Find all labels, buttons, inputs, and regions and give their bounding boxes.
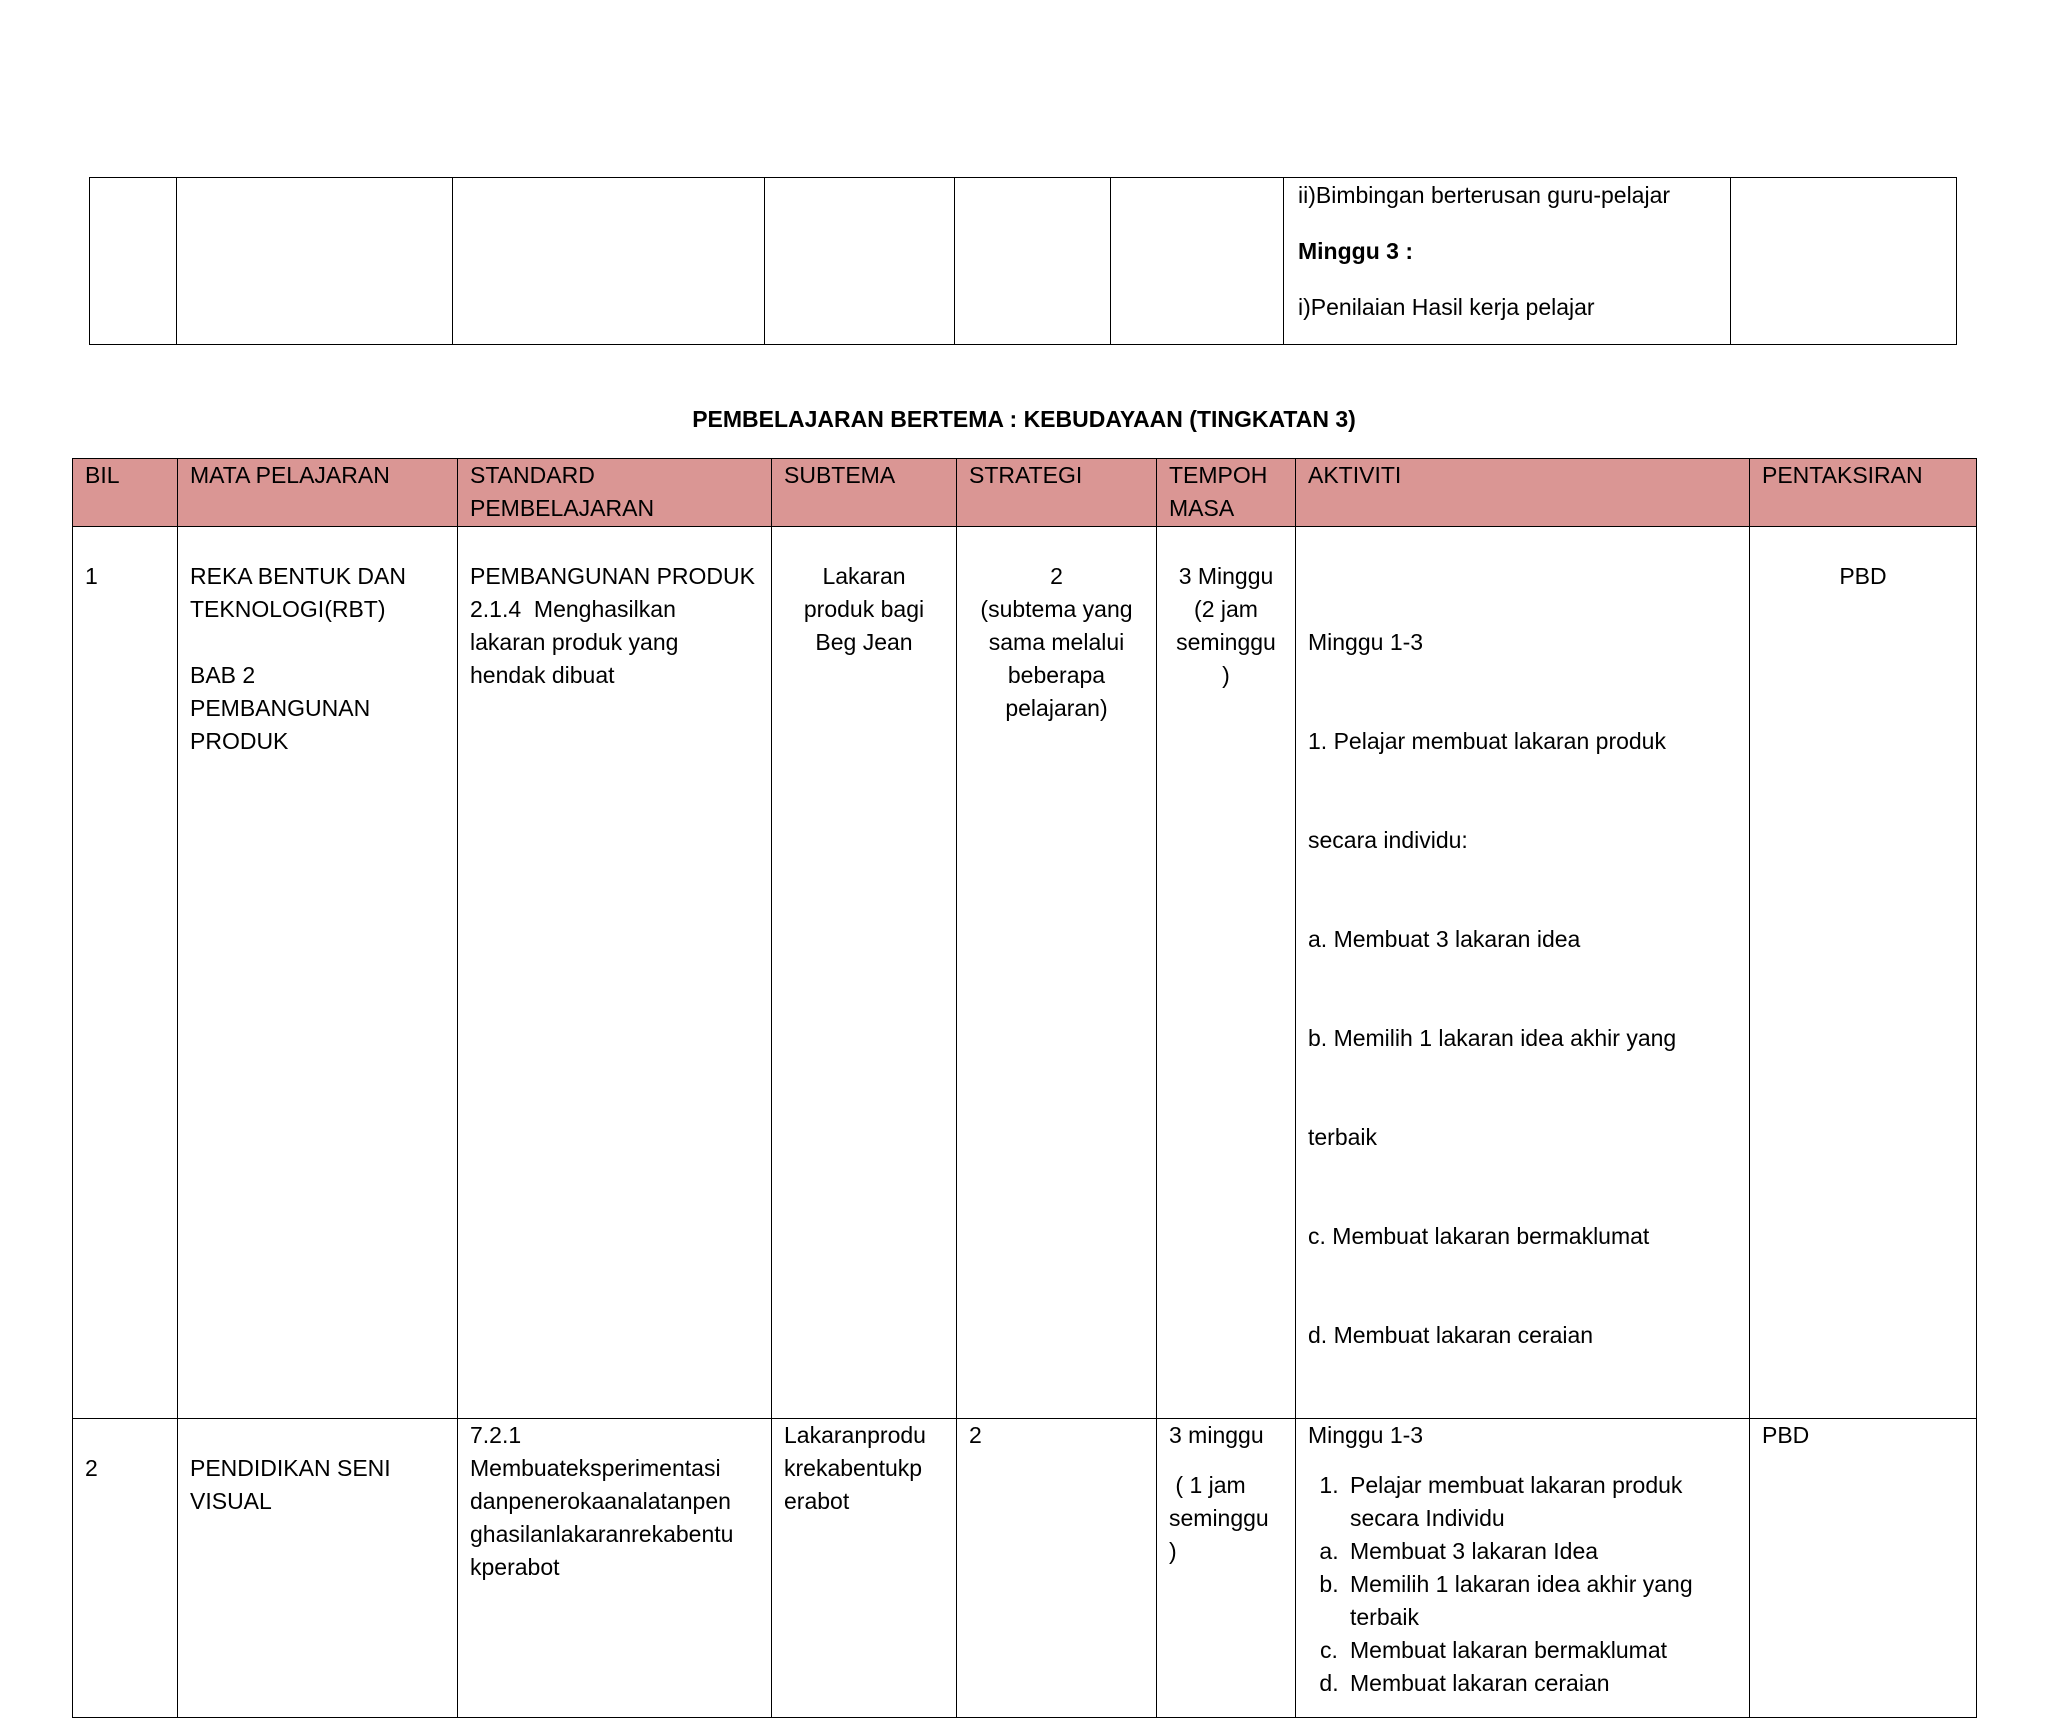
list-item-text: secara Individu	[1350, 1505, 1505, 1531]
subtema-line: produk bagi	[803, 596, 925, 622]
continuation-row	[90, 178, 1957, 345]
list-item	[1308, 1634, 1737, 1667]
cell-tempoh	[1157, 527, 1296, 1419]
list-item	[1308, 1667, 1737, 1700]
standard-line: 7.2.1	[470, 1422, 522, 1448]
header-aktiviti	[1296, 459, 1750, 527]
header-label: PEMBELAJARAN	[470, 495, 655, 521]
tempoh-line: )	[1169, 1538, 1177, 1564]
header-label: STANDARD	[470, 462, 595, 488]
list-item	[1308, 1568, 1737, 1634]
cell-empty	[765, 178, 955, 345]
tempoh-line: seminggu	[1176, 629, 1276, 655]
subtema-line: Beg Jean	[815, 629, 913, 655]
tempoh-line: seminggu	[1169, 1505, 1269, 1531]
cell-empty	[955, 178, 1111, 345]
tempoh-line: 3 minggu	[1169, 1422, 1264, 1448]
header-mata-pelajaran	[178, 459, 458, 527]
cell-pentaksiran	[1750, 1419, 1977, 1718]
header-bil	[73, 459, 178, 527]
tempoh-line: )	[1222, 662, 1230, 688]
cell-empty	[177, 178, 453, 345]
activity-week-heading: Minggu 3 :	[1298, 238, 1413, 264]
cell-standard	[458, 1419, 772, 1718]
header-label: MASA	[1169, 495, 1235, 521]
list-marker: 1.	[1319, 1472, 1339, 1498]
cell-empty	[1111, 178, 1284, 345]
aktiviti-line: Minggu 1-3	[1308, 629, 1424, 655]
table-row	[73, 527, 1977, 1419]
cell-empty	[1731, 178, 1957, 345]
activity-line: ii)Bimbingan berterusan guru-pelajar	[1298, 182, 1671, 208]
strategi-line: pelajaran)	[1005, 695, 1108, 721]
header-strategi	[957, 459, 1157, 527]
subject-line: VISUAL	[190, 1488, 272, 1514]
subject-line: TEKNOLOGI(RBT)	[190, 596, 386, 622]
list-marker: c.	[1320, 1637, 1338, 1663]
cell-bil	[73, 1419, 178, 1718]
standard-line: Membuateksperimentasi	[470, 1455, 721, 1481]
section-title: PEMBELAJARAN BERTEMA : KEBUDAYAAN (TINGKATAN 3)	[692, 406, 1356, 432]
cell-strategi	[957, 527, 1157, 1419]
cell-subject	[178, 1419, 458, 1718]
aktiviti-list	[1308, 1469, 1737, 1700]
list-marker: d.	[1319, 1670, 1339, 1696]
aktiviti-line: c. Membuat lakaran bermaklumat	[1308, 1223, 1650, 1249]
standard-line: hendak dibuat	[470, 662, 615, 688]
aktiviti-heading: Minggu 1-3	[1308, 1422, 1424, 1448]
header-label: BIL	[85, 462, 120, 488]
list-item-text: Pelajar membuat lakaran produk	[1350, 1472, 1683, 1498]
cell-subtema	[772, 1419, 957, 1718]
cell-pentaksiran	[1750, 527, 1977, 1419]
activity-line: i)Penilaian Hasil kerja pelajar	[1298, 294, 1595, 320]
subtema-line: Lakaran	[822, 563, 906, 589]
header-label: TEMPOH	[1169, 462, 1268, 488]
subtema-line: erabot	[784, 1488, 850, 1514]
cell-subtema	[772, 527, 957, 1419]
aktiviti-line: terbaik	[1308, 1124, 1378, 1150]
strategi-value: 2	[969, 1422, 982, 1448]
standard-line: ghasilanlakaranrekabentu	[470, 1521, 734, 1547]
header-tempoh	[1157, 459, 1296, 527]
list-marker: b.	[1319, 1571, 1339, 1597]
header-label: SUBTEMA	[784, 462, 896, 488]
tempoh-line: ( 1 jam	[1169, 1472, 1246, 1498]
chapter-line: BAB 2	[190, 662, 256, 688]
subtema-line: Lakaranprodu	[784, 1422, 926, 1448]
standard-line: kperabot	[470, 1554, 560, 1580]
header-label: STRATEGI	[969, 462, 1083, 488]
continuation-table	[89, 177, 1957, 345]
subject-line: PENDIDIKAN SENI	[190, 1455, 391, 1481]
pentaksiran-value: PBD	[1762, 1422, 1810, 1448]
standard-line: danpenerokaanalatanpen	[470, 1488, 731, 1514]
row-number: 2	[85, 1455, 98, 1481]
table-header-row	[73, 459, 1977, 527]
cell-standard	[458, 527, 772, 1419]
standard-line: 2.1.4 Menghasilkan	[470, 596, 676, 622]
header-standard	[458, 459, 772, 527]
header-label: AKTIVITI	[1308, 462, 1402, 488]
header-subtema	[772, 459, 957, 527]
cell-empty	[453, 178, 765, 345]
tempoh-line: 3 Minggu	[1178, 563, 1274, 589]
cell-bil	[73, 527, 178, 1419]
list-marker: a.	[1319, 1538, 1339, 1564]
cell-empty	[90, 178, 177, 345]
aktiviti-line: secara individu:	[1308, 827, 1468, 853]
strategi-line: beberapa	[1007, 662, 1106, 688]
standard-line: PEMBANGUNAN PRODUK	[470, 563, 755, 589]
list-item-text: Memilih 1 lakaran idea akhir yang	[1350, 1571, 1693, 1597]
strategi-line: sama melalui	[988, 629, 1125, 655]
header-label: PENTAKSIRAN	[1762, 462, 1923, 488]
strategi-line: 2	[1050, 563, 1063, 589]
tempoh-line: (2 jam	[1194, 596, 1258, 622]
list-item-text: Membuat lakaran bermaklumat	[1350, 1637, 1668, 1663]
list-item	[1308, 1469, 1737, 1535]
cell-subject	[178, 527, 458, 1419]
cell-strategi	[957, 1419, 1157, 1718]
pentaksiran-value: PBD	[1839, 563, 1887, 589]
cell-tempoh	[1157, 1419, 1296, 1718]
subtema-line: krekabentukp	[784, 1455, 923, 1481]
strategi-line: (subtema yang	[980, 596, 1133, 622]
cell-aktiviti	[1296, 1419, 1750, 1718]
list-item-text: terbaik	[1350, 1604, 1420, 1630]
aktiviti-line: 1. Pelajar membuat lakaran produk	[1308, 728, 1666, 754]
standard-line: lakaran produk yang	[470, 629, 679, 655]
cell-activity	[1284, 178, 1731, 345]
table-row	[73, 1419, 1977, 1718]
list-item	[1308, 1535, 1737, 1568]
chapter-line: PRODUK	[190, 728, 289, 754]
aktiviti-line: b. Memilih 1 lakaran idea akhir yang	[1308, 1025, 1677, 1051]
aktiviti-line: a. Membuat 3 lakaran idea	[1308, 926, 1581, 952]
header-pentaksiran	[1750, 459, 1977, 527]
cell-aktiviti	[1296, 527, 1750, 1419]
subject-line: REKA BENTUK DAN	[190, 563, 406, 589]
chapter-line: PEMBANGUNAN	[190, 695, 371, 721]
header-label: MATA PELAJARAN	[190, 462, 390, 488]
list-item-text: Membuat lakaran ceraian	[1350, 1670, 1610, 1696]
lesson-plan-table	[72, 458, 1977, 1718]
aktiviti-line: d. Membuat lakaran ceraian	[1308, 1322, 1594, 1348]
list-item-text: Membuat 3 lakaran Idea	[1350, 1538, 1599, 1564]
row-number: 1	[85, 563, 98, 589]
